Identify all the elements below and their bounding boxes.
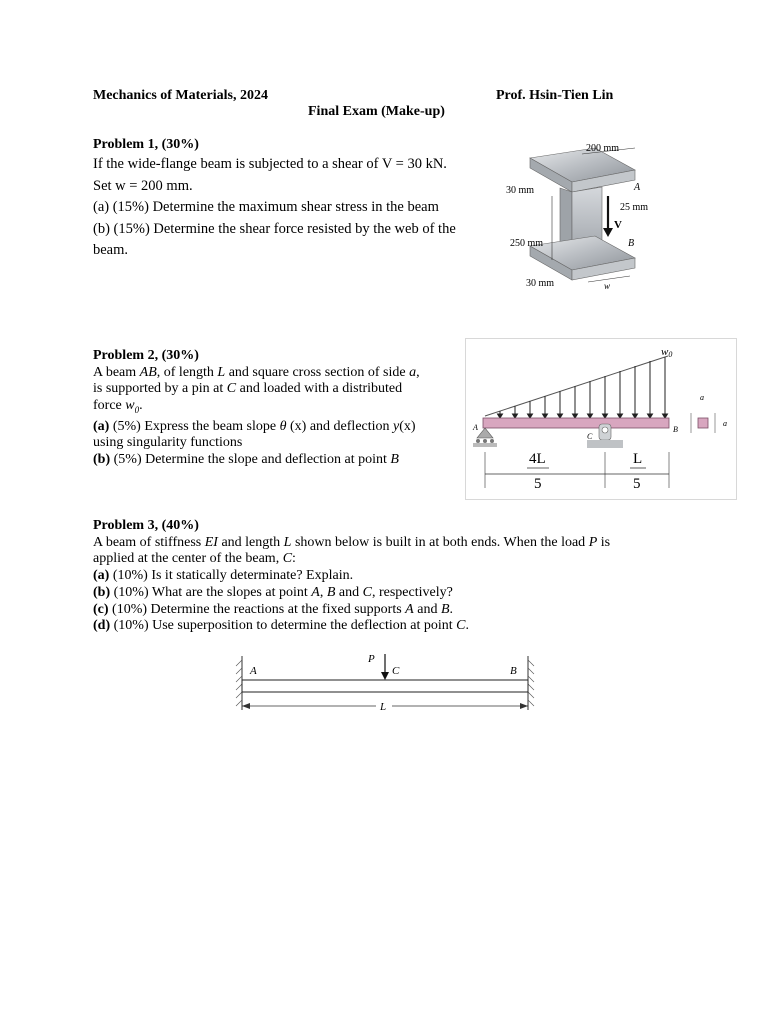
text: L [283, 534, 292, 550]
text: (b) [93, 584, 111, 600]
side-a-right: a [723, 419, 727, 428]
problem-1-line-2: Set w = 200 mm. [93, 177, 193, 194]
text: C [456, 618, 466, 634]
text: (10%) Is it statically determinate? Explain. [112, 568, 354, 584]
problem-1 [93, 136, 456, 262]
problem-1-line-1: If the wide-flange beam is subjected to a shear of V = 30 kN. [93, 156, 447, 172]
fixed-beam-figure [230, 650, 540, 718]
text: C [226, 381, 237, 397]
text: , [319, 584, 324, 600]
text: : [292, 551, 296, 567]
text: and deflection [309, 418, 390, 434]
label-b: B [628, 238, 635, 249]
shear-arrow-icon [603, 228, 613, 237]
dim-30mm-bottom: 30 mm [526, 278, 555, 289]
label-a: A [473, 423, 478, 432]
text: C [282, 551, 293, 567]
text: θ [279, 418, 287, 434]
text: and [338, 584, 360, 600]
text: shown below is built in at both ends. When the load [294, 534, 586, 550]
text: A beam [93, 364, 137, 380]
label-w: w [604, 281, 611, 291]
side-a-top: a [700, 393, 704, 402]
text: (a) [93, 568, 110, 584]
text: P [588, 534, 598, 550]
exam-title: Final Exam (Make-up) [308, 104, 445, 119]
label-a: A [250, 665, 257, 677]
text: and square cross section of side [228, 364, 406, 380]
problem-2-part-a-line-2: using singularity functions [93, 435, 243, 451]
beam-body [242, 680, 528, 692]
text: . [449, 601, 454, 617]
dim-250mm: 250 mm [510, 238, 544, 249]
problem-3-part-a [93, 568, 610, 585]
text: is supported by a pin at [93, 381, 224, 397]
text: B [440, 601, 450, 617]
text: . [465, 618, 469, 634]
text: applied at the center of the beam, [93, 551, 280, 567]
text: A [311, 584, 320, 600]
problem-2-part-b [93, 452, 459, 469]
label-a: A [634, 182, 641, 193]
text: w [125, 398, 135, 414]
text: B [326, 584, 336, 600]
text: (b) [93, 452, 111, 468]
text: L [217, 364, 226, 380]
distributed-load-beam-figure [465, 338, 737, 500]
label-l: L [380, 701, 387, 713]
text: 0 [668, 350, 673, 359]
text: (5%) Determine the slope and deflection at point [113, 452, 387, 468]
square-cross-section [698, 418, 708, 428]
problem-1-line-5: beam. [93, 242, 129, 258]
text: (d) [93, 618, 111, 634]
text: (10%) Determine the reactions at the fixed supports [112, 601, 402, 617]
problem-3-title: Problem 3, (40%) [93, 518, 199, 533]
text: w [661, 346, 669, 358]
problem-3-line-2 [93, 551, 610, 568]
beam-body [483, 418, 669, 428]
text: (x) [290, 418, 307, 434]
text: and loaded with a distributed [239, 381, 403, 397]
text: a [409, 364, 417, 380]
text: EI [204, 534, 218, 550]
text: (10%) What are the slopes at point [113, 584, 308, 600]
problem-2-title: Problem 2, (30%) [93, 348, 199, 363]
text: (a) [93, 418, 110, 434]
text: force [93, 398, 122, 414]
text: AB [139, 364, 157, 380]
problem-2-line-2 [93, 381, 459, 398]
dim-4l: 4L [529, 451, 546, 467]
text: C [362, 584, 372, 600]
text: and length [221, 534, 281, 550]
dim-200mm: 200 mm [586, 143, 620, 154]
problem-2-line-1: A beam AB, of length L and square cross section of side a, [93, 364, 420, 380]
text: (c) [93, 601, 109, 617]
course-title: Mechanics of Materials, 2024 [93, 88, 268, 103]
text: B [390, 452, 399, 468]
problem-1-line-4: (b) (15%) Determine the shear force resisted by the web of the [93, 220, 456, 237]
problem-3 [93, 518, 610, 635]
text: , respectively? [371, 584, 453, 600]
label-p: P [368, 653, 375, 665]
text: (x) [399, 418, 416, 434]
text: and [417, 601, 438, 617]
problem-2 [93, 348, 459, 469]
label-b: B [510, 665, 517, 677]
problem-3-part-c [93, 602, 610, 619]
professor-name: Prof. Hsin-Tien Lin [496, 88, 614, 103]
dim-4l-den: 5 [534, 476, 542, 492]
label-b: B [673, 425, 678, 434]
problem-3-part-d [93, 618, 610, 635]
dim-30mm-top: 30 mm [506, 185, 535, 196]
text: y [393, 418, 400, 434]
dim-25mm: 25 mm [620, 202, 649, 213]
problem-3-line-1 [93, 535, 610, 552]
text: A beam of stiffness [93, 534, 202, 550]
text: (10%) Use superposition to determine the deflection at point [113, 618, 453, 634]
problem-1-title: Problem 1, (30%) [93, 137, 199, 152]
problem-2-line-3: force $w_0$. [93, 398, 143, 415]
problem-3-part-b [93, 585, 610, 602]
text: 0 [134, 404, 140, 415]
problem-2-part-a [93, 419, 459, 436]
load-arrow-icon [381, 672, 389, 680]
text: (5%) Express the beam slope [112, 418, 277, 434]
text: A [405, 601, 414, 617]
wide-flange-beam-figure [500, 138, 665, 298]
label-c: C [392, 665, 400, 677]
dim-l: L [633, 451, 643, 467]
text: is [600, 534, 611, 550]
text: , of length [156, 364, 214, 380]
label-v: V [614, 219, 622, 231]
label-c: C [587, 432, 593, 441]
dim-l-den: 5 [633, 476, 641, 492]
problem-1-line-3: (a) (15%) Determine the maximum shear stress in the beam [93, 199, 439, 215]
